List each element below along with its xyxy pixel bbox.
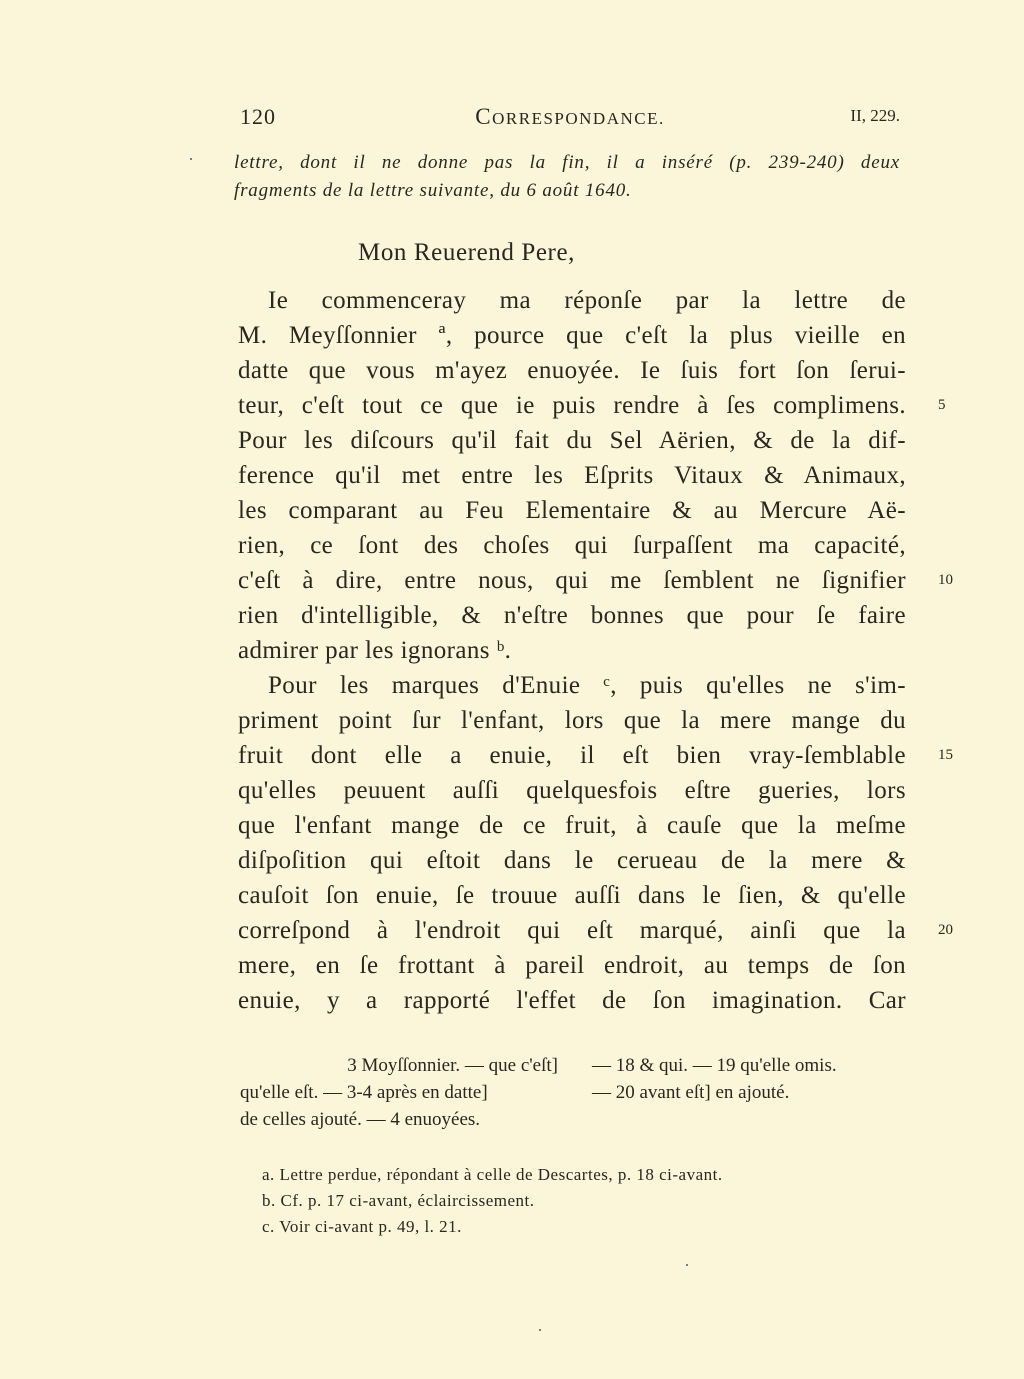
body-line: correſpond à l'endroit qui eſt marqué, ainſi que la <box>238 917 906 944</box>
body-line: que l'enfant mange de ce fruit, à cauſe que la meſme <box>238 812 906 839</box>
editorial-introduction <box>234 149 900 205</box>
body-line: mere, en ſe frottant à pareil endroit, au temps de ſon <box>238 952 906 979</box>
body-line: datte que vous m'ayez enuoyée. Ie ſuis fort ſon ſerui- <box>238 357 906 384</box>
volume-reference: II, 229. <box>850 106 900 125</box>
intro-line: fragments de la lettre suivante, du 6 août 1640. <box>234 180 632 201</box>
intro-line: lettre, dont il ne donne pas la fin, il a inséré (p. 239-240) deux <box>234 152 900 173</box>
letter-body <box>238 283 906 1018</box>
running-header <box>240 104 900 136</box>
line-number: 5 <box>938 397 946 413</box>
body-line: diſpoſition qui eſtoit dans le cerueau de la mere & <box>238 847 906 874</box>
body-line: ference qu'il met entre les Eſprits Vitaux & Animaux, <box>238 462 906 489</box>
variants-column-left <box>240 1052 558 1133</box>
letter-salutation: Mon Reuerend Pere, <box>358 239 575 266</box>
body-line: Pour les marques d'Enuie ᶜ, puis qu'elles ne s'im- <box>268 672 906 699</box>
footnote-b: b. Cf. p. 17 ci-avant, éclaircissement. <box>262 1191 535 1210</box>
line-number: 15 <box>938 747 953 763</box>
variant-line: 3 Moyſſonnier. — que c'eſt] <box>347 1055 558 1076</box>
paper-speck <box>190 158 192 160</box>
footnotes <box>262 1162 723 1240</box>
body-line: teur, c'eſt tout ce que ie puis rendre à ſes complimens. <box>238 392 906 419</box>
body-line: cauſoit ſon enuie, ſe trouue auſſi dans le ſien, & qu'elle <box>238 882 906 909</box>
body-line: rien, ce ſont des choſes qui ſurpaſſent ma capacité, <box>238 532 906 559</box>
body-line: Pour les diſcours qu'il fait du Sel Aërien, & de la dif- <box>238 427 906 454</box>
variant-line: de celles ajouté. — 4 enuoyées. <box>240 1109 481 1130</box>
running-title-initial: C <box>475 104 493 129</box>
running-title-rest: ORRESPONDANCE. <box>492 109 665 128</box>
body-line: Ie commenceray ma réponſe par la lettre de <box>268 287 906 314</box>
body-line: les comparant au Feu Elementaire & au Mercure Aë- <box>238 497 906 524</box>
variants-column-right <box>592 1052 908 1106</box>
line-number: 20 <box>938 922 953 938</box>
body-line: admirer par les ignorans ᵇ. <box>238 637 512 664</box>
line-number: 10 <box>938 572 953 588</box>
variant-line: qu'elle eſt. — 3-4 après en datte] <box>240 1082 488 1103</box>
page-number: 120 <box>240 104 276 129</box>
variant-line: — 20 avant eſt] en ajouté. <box>592 1082 790 1103</box>
footnote-a: a. Lettre perdue, répondant à celle de Descartes, p. 18 ci-avant. <box>262 1165 723 1184</box>
body-line: c'eſt à dire, entre nous, qui me ſemblent ne ſignifier <box>238 567 906 594</box>
body-line: qu'elles peuuent auſſi quelquesfois eſtre gueries, lors <box>238 777 906 804</box>
body-line: M. Meyſſonnier ª, pource que c'eſt la plus vieille en <box>238 322 906 349</box>
body-line: enuie, y a rapporté l'effet de ſon imagination. Car <box>238 987 906 1014</box>
footnote-c: c. Voir ci-avant p. 49, l. 21. <box>262 1217 462 1236</box>
paper-speck <box>686 1264 688 1266</box>
variant-line: — 18 & qui. — 19 qu'elle omis. <box>592 1055 837 1076</box>
body-line: fruit dont elle a enuie, il eſt bien vray-ſemblable <box>238 742 906 769</box>
body-line: priment point ſur l'enfant, lors que la mere mange du <box>238 707 906 734</box>
paper-speck <box>539 1329 541 1331</box>
body-line: rien d'intelligible, & n'eſtre bonnes que pour ſe faire <box>238 602 906 629</box>
running-title <box>240 104 900 130</box>
